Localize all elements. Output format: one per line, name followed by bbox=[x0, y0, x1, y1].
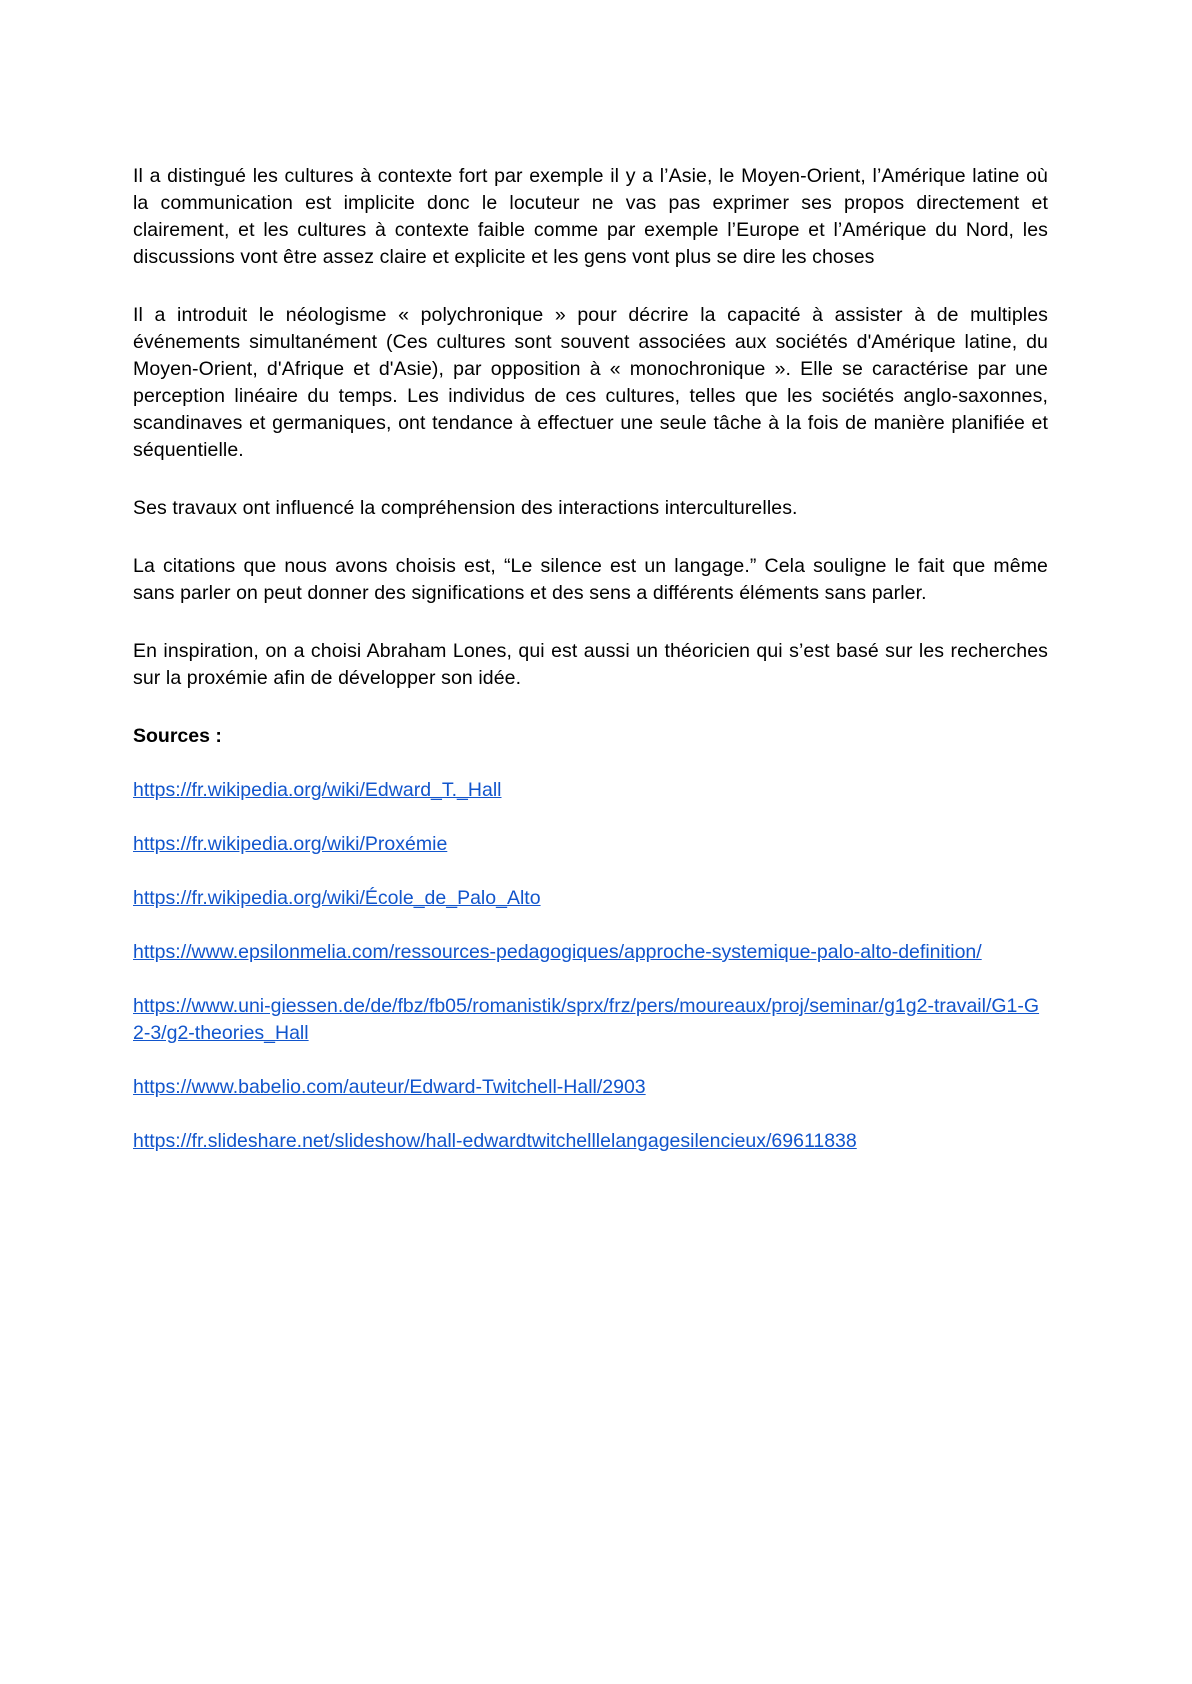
source-link-uni-giessen[interactable]: https://www.uni-giessen.de/de/fbz/fb05/romanistik/sprx/frz/pers/moureaux/proj/seminar/g1g2-travail/G1-G2-3/g2-theories_Hall bbox=[133, 995, 1040, 1044]
source-link-babelio[interactable]: https://www.babelio.com/auteur/Edward-Twitchell-Hall/2903 bbox=[133, 1076, 646, 1098]
source-link-line bbox=[133, 939, 1048, 966]
source-link-line bbox=[133, 1074, 1048, 1101]
source-link-line bbox=[133, 993, 1048, 1047]
paragraph-polychronique: Il a introduit le néologisme « polychronique » pour décrire la capacité à assister à de multiples événements simultanément (Ces cultures sont souvent associées aux sociétés d'Amérique latine, du Moyen-Orient, d'Afrique et d'Asie), par opposition à « monochronique ». Elle se caractérise par une perception linéaire du temps. Les individus de ces cultures, telles que les sociétés anglo-saxonnes, scandinaves et germaniques, ont tendance à effectuer une seule tâche à la fois de manière planifiée et séquentielle. bbox=[133, 304, 1048, 461]
source-link-wikipedia-proxemie[interactable]: https://fr.wikipedia.org/wiki/Proxémie bbox=[133, 833, 448, 855]
source-link-wikipedia-edward-t-hall[interactable]: https://fr.wikipedia.org/wiki/Edward_T._Hall bbox=[133, 779, 502, 801]
paragraph-citation: La citations que nous avons choisis est, “Le silence est un langage.” Cela souligne le fait que même sans parler on peut donner des significations et des sens a différents éléments sans parler. bbox=[133, 555, 1048, 604]
source-link-slideshare[interactable]: https://fr.slideshare.net/slideshow/hall-edwardtwitchelllelangagesilencieux/69611838 bbox=[133, 1130, 857, 1152]
source-link-line bbox=[133, 777, 1048, 804]
source-link-line bbox=[133, 885, 1048, 912]
source-link-line bbox=[133, 831, 1048, 858]
paragraph-travaux: Ses travaux ont influencé la compréhension des interactions interculturelles. bbox=[133, 497, 798, 519]
sources-heading: Sources : bbox=[133, 725, 222, 747]
source-link-epsilonmelia[interactable]: https://www.epsilonmelia.com/ressources-pedagogiques/approche-systemique-palo-alto-definition/ bbox=[133, 941, 982, 963]
paragraph-context-cultures: Il a distingué les cultures à contexte fort par exemple il y a l’Asie, le Moyen-Orient, l’Amérique latine où la communication est implicite donc le locuteur ne vas pas exprimer ses propos directement et clairement, et les cultures à contexte faible comme par exemple l’Europe et l’Amérique du Nord, les discussions vont être assez claire et explicite et les gens vont plus se dire les choses bbox=[133, 165, 1048, 268]
paragraph-inspiration: En inspiration, on a choisi Abraham Lones, qui est aussi un théoricien qui s’est basé sur les recherches sur la proxémie afin de développer son idée. bbox=[133, 640, 1048, 689]
source-link-line bbox=[133, 1128, 1048, 1155]
source-link-wikipedia-ecole-palo-alto[interactable]: https://fr.wikipedia.org/wiki/École_de_Palo_Alto bbox=[133, 887, 541, 909]
